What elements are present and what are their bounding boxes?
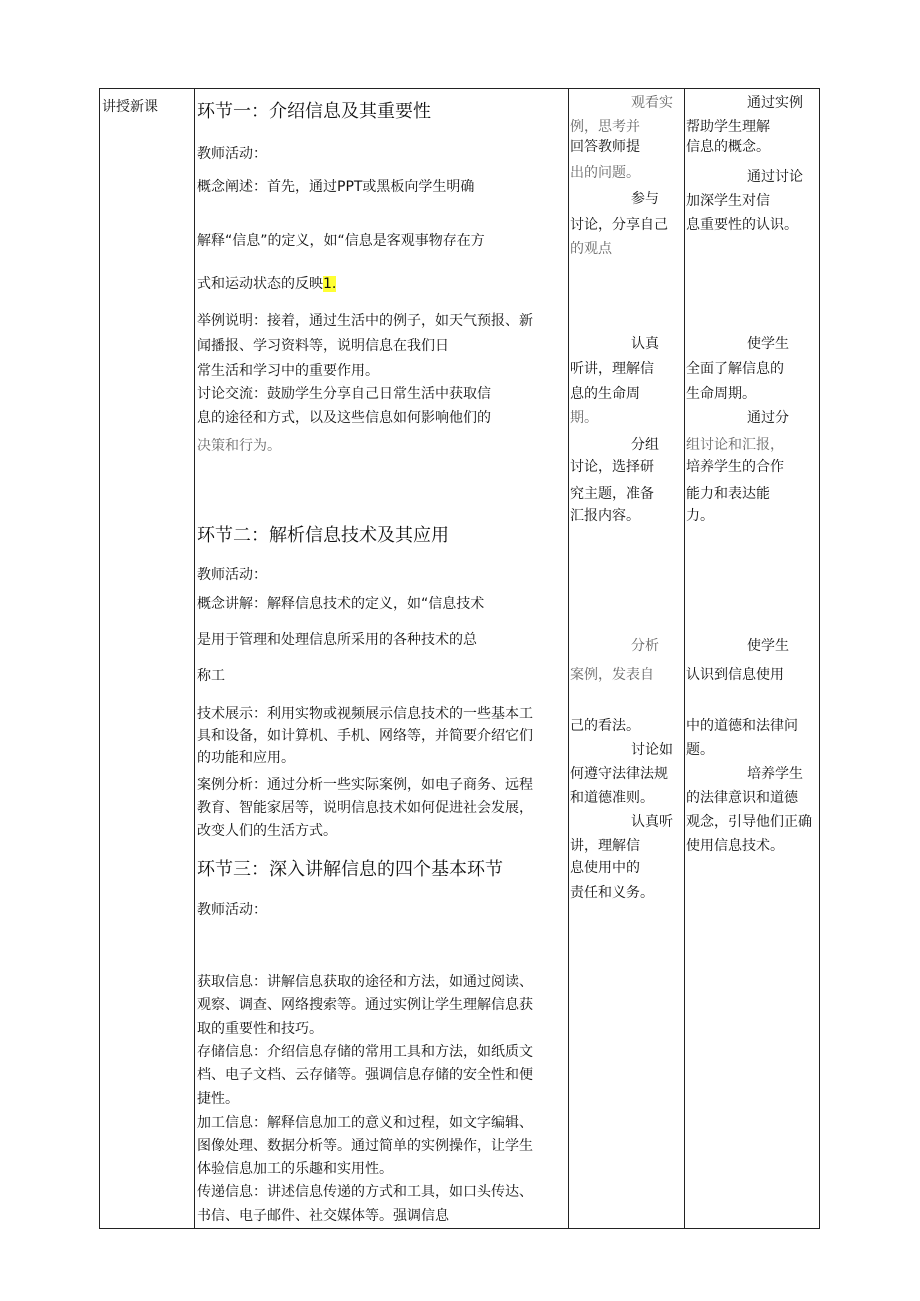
body-line: 取的重要性和技巧。 [197,1021,323,1037]
section-title: 环节一：介绍信息及其重要性 [197,101,431,122]
body-line: 档、电子文档、云存储等。强调信息存储的安全性和便 [197,1067,533,1083]
intent-line: 通过分 [747,410,789,426]
body-line: 改变人们的生活方式。 [197,823,337,839]
student-line: 讨论，选择研 [570,459,654,475]
intent-line: 观念，引导他们正确 [686,814,812,830]
body-line: 决策和行为。 [197,438,281,454]
section-title: 环节三：深入讲解信息的四个基本环节 [197,859,503,880]
body-line: 传递信息：讲述信息传递的方式和工具，如口头传达、 [197,1184,533,1200]
intent-line: 全面了解信息的 [686,361,784,377]
body-line: 书信、电子邮件、社交媒体等。强调信息 [197,1208,449,1224]
student-line: 认真 [631,336,659,352]
intent-line: 使学生 [747,638,789,654]
lesson-plan-table [99,88,820,1229]
student-line: 分析 [631,638,659,654]
body-line: 是用于管理和处理信息所采用的各种技术的总 [197,632,477,648]
student-line: 讨论如 [631,742,673,758]
body-line: 存储信息：介绍信息存储的常用工具和方法，如纸质文 [197,1044,533,1060]
student-line: 听讲，理解信 [570,361,654,377]
student-line: 认真听 [631,814,673,830]
intent-line: 培养学生的合作 [686,459,784,475]
intent-line: 信息的概念。 [686,139,770,155]
student-line: 出的问题。 [570,165,640,181]
student-line: 观看实 [631,95,673,111]
body-line: 技术展示：利用实物或视频展示信息技术的一些基本工 [197,706,533,722]
intent-line: 的法律意识和道德 [686,790,798,806]
student-line: 和道德准则。 [570,790,654,806]
body-line: 概念讲解：解释信息技术的定义，如“信息技术 [197,596,485,612]
teacher-activity-label: 教师活动： [197,146,267,162]
stage-label: 讲授新课 [102,99,158,115]
teacher-activity-label: 教师活动： [197,567,267,583]
intent-line: 中的道德和法律问 [686,718,798,734]
intent-line: 使学生 [747,336,789,352]
body-line: 具和设备，如计算机、手机、网络等，并简要介绍它们 [197,728,533,744]
intent-line: 力。 [686,508,714,524]
body-line: 常生活和学习中的重要作用。 [197,363,379,379]
student-activity-column [569,89,683,1228]
stage-column [100,89,194,1228]
body-line: 观察、调查、网络搜索等。通过实例让学生理解信息获 [197,997,533,1013]
intent-line: 能力和表达能 [686,486,770,502]
body-line: 解释“信息”的定义，如“信息是客观事物存在方 [197,233,485,249]
body-line: 概念阐述：首先，通过PPT或黑板向学生明确 [197,179,475,195]
student-line: 例，思考并 [570,119,640,135]
student-line: 息使用中的 [570,860,640,876]
body-line: 加工信息：解释信息加工的意义和过程，如文字编辑、 [197,1115,533,1131]
section-title: 环节二：解析信息技术及其应用 [197,525,449,546]
intent-line: 息重要性的认识。 [686,217,798,233]
student-line: 分组 [631,437,659,453]
intent-line: 生命周期。 [686,386,756,402]
body-line: 获取信息：讲解信息获取的途径和方法，如通过阅读、 [197,974,533,990]
body-line: 式和运动状态的反映1. [197,276,337,292]
student-line: 息的生命周 [570,386,640,402]
student-line: 讲，理解信 [570,838,640,854]
student-line: 己的看法。 [570,718,640,734]
body-line: 案例分析：通过分析一些实际案例，如电子商务、远程 [197,777,533,793]
student-line: 究主题，准备 [570,486,654,502]
body-line: 教育、智能家居等，说明信息技术如何促进社会发展， [197,800,533,816]
body-line: 体验信息加工的乐趣和实用性。 [197,1161,393,1177]
student-line: 期。 [570,410,598,426]
intent-line: 组讨论和汇报， [686,437,784,453]
intent-line: 通过实例 [747,95,803,111]
body-line: 举例说明：接着，通过生活中的例子，如天气预报、新 [197,313,533,329]
intent-line: 使用信息技术。 [686,838,784,854]
student-line: 回答教师提 [570,139,640,155]
body-line: 图像处理、数据分析等。通过简单的实例操作，让学生 [197,1138,533,1154]
teacher-activity-label: 教师活动： [197,902,267,918]
student-line: 参与 [631,191,659,207]
student-line: 何遵守法律法规 [570,766,668,782]
design-intent-column [685,89,820,1228]
student-line: 的观点 [570,241,612,257]
body-line: 讨论交流：鼓励学生分享自己日常生活中获取信 [197,386,491,402]
student-line: 责任和义务。 [570,885,654,901]
intent-line: 通过讨论 [747,169,803,185]
intent-line: 培养学生 [747,766,803,782]
body-line: 息的途径和方式，以及这些信息如何影响他们的 [197,410,491,426]
student-line: 汇报内容。 [570,508,640,524]
body-line: 的功能和应用。 [197,750,295,766]
body-line: 称工 [197,668,225,684]
intent-line: 帮助学生理解 [686,119,770,135]
student-line: 讨论，分享自己 [570,217,668,233]
teacher-activity-column [195,89,567,1228]
intent-line: 加深学生对信 [686,193,770,209]
student-line: 案例，发表自 [570,667,654,683]
footnote-mark: 1. [323,276,337,292]
intent-line: 题。 [686,742,714,758]
body-line: 闻播报、学习资料等，说明信息在我们日 [197,338,449,354]
intent-line: 认识到信息使用 [686,667,784,683]
body-line: 捷性。 [197,1091,239,1107]
